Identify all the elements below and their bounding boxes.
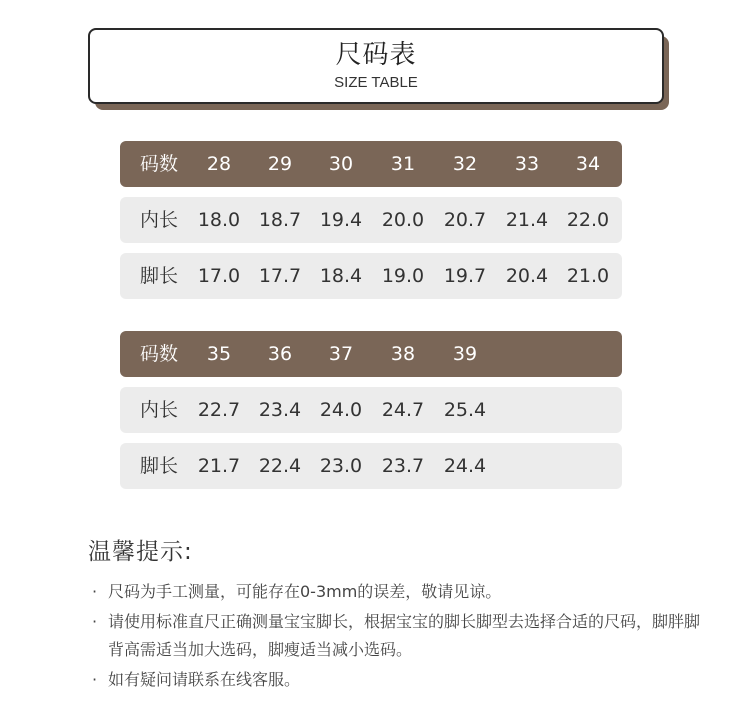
value-cell: 17.7: [258, 265, 302, 287]
value-cell: 18.0: [197, 209, 241, 231]
size-cell: 39: [452, 343, 478, 365]
size-cell: 29: [267, 153, 293, 175]
size-cell: 35: [206, 343, 232, 365]
value-cell: 18.7: [258, 209, 302, 231]
value-cell: 24.4: [443, 455, 487, 477]
size-cell: 37: [328, 343, 354, 365]
size-cell: 28: [206, 153, 232, 175]
row-label: 内长: [139, 209, 178, 231]
tip-item: [92, 578, 712, 606]
tip-item: [92, 666, 712, 694]
size-cell: 32: [452, 153, 478, 175]
value-cell: 17.0: [197, 265, 241, 287]
page-subtitle: SIZE TABLE: [334, 74, 418, 91]
value-cell: 21.7: [197, 455, 241, 477]
value-cell: 22.4: [258, 455, 302, 477]
size-cell: 36: [267, 343, 293, 365]
value-cell: 25.4: [443, 399, 487, 421]
row-label: 码数: [139, 343, 178, 365]
tips-title: 温馨提示:: [88, 539, 193, 565]
value-cell: 24.7: [381, 399, 425, 421]
bullet-icon: ·: [92, 670, 98, 689]
table2-header-row: [120, 331, 622, 377]
value-cell: 22.7: [197, 399, 241, 421]
table1-header-row: [120, 141, 622, 187]
row-label: 码数: [139, 153, 178, 175]
value-cell: 20.4: [505, 265, 549, 287]
row-label: 脚长: [139, 455, 178, 477]
value-cell: 24.0: [319, 399, 363, 421]
table1-foot-length-row: [120, 253, 622, 299]
value-cell: 23.4: [258, 399, 302, 421]
value-cell: 18.4: [319, 265, 363, 287]
value-cell: 21.4: [505, 209, 549, 231]
value-cell: 20.7: [443, 209, 487, 231]
title-box: [88, 28, 664, 104]
table2-inner-length-row: [120, 387, 622, 433]
size-cell: 34: [575, 153, 601, 175]
size-cell: 38: [390, 343, 416, 365]
tip-text: 如有疑问请联系在线客服。: [108, 670, 301, 689]
value-cell: 22.0: [566, 209, 610, 231]
value-cell: 23.7: [381, 455, 425, 477]
value-cell: 19.4: [319, 209, 363, 231]
size-cell: 33: [514, 153, 540, 175]
size-cell: 30: [328, 153, 354, 175]
bullet-icon: ·: [92, 612, 98, 631]
table1-inner-length-row: [120, 197, 622, 243]
tips-list: [92, 578, 712, 696]
tip-text: 尺码为手工测量，可能存在0-3mm的误差，敬请见谅。: [108, 582, 502, 601]
value-cell: 19.7: [443, 265, 487, 287]
value-cell: 21.0: [566, 265, 610, 287]
table2-foot-length-row: [120, 443, 622, 489]
page-title: 尺码表: [335, 40, 417, 70]
row-label: 脚长: [139, 265, 178, 287]
size-cell: 31: [390, 153, 416, 175]
tip-text: 请使用标准直尺正确测量宝宝脚长，根据宝宝的脚长脚型去选择合适的尺码，脚胖脚背高需适当加大选码，脚瘦适当减小选码。: [108, 612, 701, 659]
tip-item: [92, 608, 712, 664]
value-cell: 23.0: [319, 455, 363, 477]
row-label: 内长: [139, 399, 178, 421]
value-cell: 20.0: [381, 209, 425, 231]
bullet-icon: ·: [92, 582, 98, 601]
value-cell: 19.0: [381, 265, 425, 287]
